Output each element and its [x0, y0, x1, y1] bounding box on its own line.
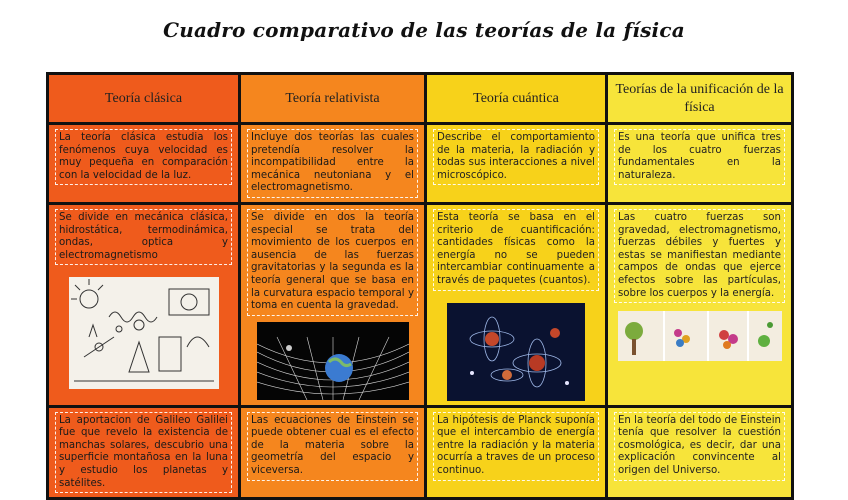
- header-relativistic: Teoría relativista: [240, 74, 426, 124]
- cell-quantum-basis: Esta teoría se basa en el criterio de cuantificación: cantidades físicas como la energía no se pueden intercambiar continuamente a través de paquetes (cuantos).: [426, 203, 607, 406]
- header-classical: Teoría clásica: [48, 74, 240, 124]
- cell-unification-forces: Las cuatro fuerzas son gravedad, electromagnetismo, fuerzas débiles y fuertes y estas se manifiestan mediante campos de ondas que ejerce efectos sobre las partículas, sobre los cuerpos y la energía.: [607, 203, 793, 406]
- page-title: Cuadro comparativo de las teorías de la física: [163, 18, 685, 42]
- header-quantum: Teoría cuántica: [426, 74, 607, 124]
- cell-quantum-definition: Describe el comportamiento de la materia, la radiación y todas sus interacciones a nivel microscópico.: [426, 124, 607, 204]
- cell-relativistic-contribution: Las ecuaciones de Einstein se puede obtener cual es el efecto de la materia sobre la geometría del espacio y viceversa.: [240, 406, 426, 499]
- cell-relativistic-branches: Se divide en dos la teoría especial se trata del movimiento de los cuerpos en ausencia de las fuerzas gravitatorias y la segunda es la teoría general que se basa en la curvatura espacio temporal y toma en cuenta la gravedad.: [240, 203, 426, 406]
- fundamental-forces-image: [618, 311, 782, 361]
- cell-unification-definition: Es una teoría que unifica tres de los cuatro fuerzas fundamentales en la naturaleza.: [607, 124, 793, 204]
- cell-unification-contribution: En la teoría del todo de Einstein tenía que resolver la cuestión cosmológica, es decir, dar una explicación convincente al origen del Universo.: [607, 406, 793, 499]
- spacetime-curvature-image: [257, 322, 409, 400]
- atomic-particles-image: [447, 303, 585, 401]
- cell-relativistic-definition: Incluye dos teorías las cuales pretendía resolver la incompatibilidad entre la mecánica neutoniana y el electromagnetismo.: [240, 124, 426, 204]
- cell-classical-definition: La teoría clásica estudia los fenómenos cuya velocidad es muy pequeña en comparación con la velocidad de la luz.: [48, 124, 240, 204]
- cell-classical-branches: Se divide en mecánica clásica, hidrostática, termodinámica, ondas, optica y electromagnetismo: [48, 203, 240, 406]
- cell-quantum-contribution: La hipótesis de Planck suponía que el intercambio de energía entre la radiación y la materia ocurría a traves de un proceso continuo.: [426, 406, 607, 499]
- physics-sketch-image: [69, 277, 219, 389]
- header-unification: Teorías de la unificación de la física: [607, 74, 793, 124]
- comparison-table: [46, 72, 794, 500]
- cell-classical-contribution: La aportacion de Galileo Galilei fue que revelo la existencia de manchas solares, descubrio una superficie montañosa en la luna y estudio los planetas y satélites.: [48, 406, 240, 499]
